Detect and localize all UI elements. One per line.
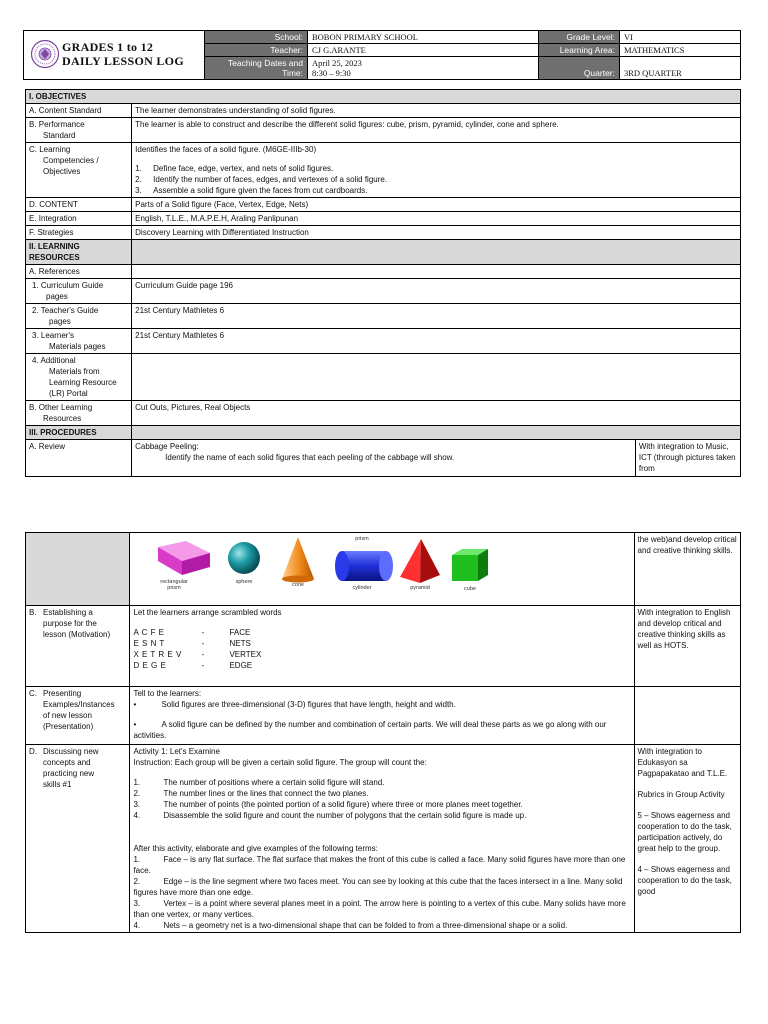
- review-title: Cabbage Peeling:: [135, 442, 199, 451]
- scrambled-row: [133, 638, 630, 649]
- review-note-continued: the web)and develop critical and creative thinking skills.: [634, 533, 741, 606]
- activity-title: Activity 1: Let's Examine: [133, 747, 220, 756]
- review-label: A. Review: [26, 440, 132, 477]
- activity-instruction: Instruction: Each group will be given a certain solid figure. The group will count the:: [133, 758, 427, 767]
- integration-text: English, T.L.E., M.A.P.E.H, Araling Panlipunan: [132, 212, 741, 226]
- scrambled-row: [133, 627, 630, 638]
- learners-materials-label: [26, 329, 132, 354]
- learners-materials-text: 21st Century Mathletes 6: [132, 329, 741, 354]
- content-text: Parts of a Solid figure (Face, Vertex, Edge, Nets): [132, 198, 741, 212]
- other-resources-text: Cut Outs, Pictures, Real Objects: [132, 401, 741, 426]
- activity-item-text: The number lines or the lines that connect the two planes.: [163, 789, 369, 798]
- scrambled-dash: -: [201, 650, 205, 659]
- school-value: BOBON PRIMARY SCHOOL: [308, 31, 539, 44]
- shape-label-sphere: sphere: [236, 579, 253, 585]
- curriculum-guide-label-1: 1. Curriculum Guide: [32, 281, 104, 290]
- lesson-table-page2: [25, 532, 741, 933]
- area-label: Learning Area:: [539, 44, 620, 57]
- learning-resources-heading-1: II. LEARNING: [29, 242, 80, 251]
- cube-icon: [452, 549, 488, 581]
- scrambled-answer: EDGE: [229, 661, 253, 670]
- curriculum-guide-text: Curriculum Guide page 196: [132, 279, 741, 304]
- rectangular-prism-icon: [158, 541, 210, 575]
- discussion-note: [634, 745, 741, 933]
- header-title-line1: GRADES 1 to 12: [62, 40, 154, 54]
- additional-materials-label-1: 4. Additional: [32, 356, 76, 365]
- learning-resources-empty: [132, 240, 741, 265]
- motivation-instruction: Let the learners arrange scrambled words: [133, 608, 282, 617]
- date-value: April 25, 2023: [312, 58, 362, 68]
- scrambled-word: X E T R E V: [133, 650, 182, 659]
- presentation-label-3: of new lesson: [43, 711, 92, 720]
- presentation-bullet-text: A solid figure can be defined by the number and combination of certain parts. We will deal these parts as we go along with our activities.: [133, 720, 607, 740]
- presentation-text: [130, 687, 634, 745]
- activity-item-text: The number of positions where a certain solid figure will stand.: [163, 778, 385, 787]
- discussion-text: [130, 745, 634, 933]
- presentation-intro: Tell to the learners:: [133, 689, 202, 698]
- learning-resources-heading: [26, 240, 132, 265]
- performance-standard-label: [26, 118, 132, 143]
- curriculum-guide-label: [26, 279, 132, 304]
- quarter-label: Quarter:: [539, 57, 620, 80]
- content-standard-text: The learner demonstrates understanding of solid figures.: [132, 104, 741, 118]
- solid-figures-illustration: [130, 533, 626, 605]
- shape-label-cylinder: cylinder: [352, 585, 372, 591]
- grade-label: Grade Level:: [539, 31, 620, 44]
- additional-materials-label-3: Learning Resource: [49, 378, 117, 387]
- content-standard-label: A. Content Standard: [26, 104, 132, 118]
- competency-item-text: Assemble a solid figure given the faces from cut cardboards.: [153, 186, 368, 195]
- motivation-letter: B.: [29, 608, 37, 617]
- lesson-table-page1: [25, 89, 741, 477]
- dates-value: [308, 57, 539, 80]
- term-item: 1. Face – is any flat surface. The flat surface that makes the front of this cube is called a face. Many solid figures have more than one face.: [133, 855, 626, 875]
- references-empty: [132, 265, 741, 279]
- grade-value: VI: [620, 31, 741, 44]
- teachers-guide-text: 21st Century Mathletes 6: [132, 304, 741, 329]
- references-label: A. References: [26, 265, 132, 279]
- additional-materials-label: [26, 354, 132, 401]
- quarter-value: 3RD QUARTER: [620, 57, 741, 80]
- review-continued-label: [26, 533, 130, 606]
- scrambled-word: D E G E: [133, 661, 167, 670]
- dates-label-1: Teaching Dates and: [227, 58, 303, 68]
- sphere-icon: [228, 542, 260, 574]
- term-text: Edge – is the line segment where two faces meet. You can see by looking at this cube that the faces intersect in a line. Many solid figures have more than one edge.: [133, 877, 623, 897]
- review-note: With integration to Music, ICT (through pictures taken from: [635, 440, 740, 477]
- competencies-label-3: Objectives: [43, 167, 81, 176]
- activity-item-text: The number of points (the pointed portion of a solid figure) where three or more planes meet together.: [163, 800, 523, 809]
- other-resources-label: [26, 401, 132, 426]
- presentation-label-1: Presenting: [43, 689, 82, 698]
- motivation-text: [130, 606, 634, 687]
- area-value: MATHEMATICS: [620, 44, 741, 57]
- review-text: [132, 440, 636, 477]
- competencies-label: [26, 143, 132, 198]
- activity-item: 1. The number of positions where a certain solid figure will stand.: [133, 778, 385, 787]
- discussion-label-2: concepts and: [43, 758, 91, 767]
- competency-item: 3. Assemble a solid figure given the faces from cut cardboards.: [135, 186, 368, 195]
- activity-item: 3. The number of points (the pointed portion of a solid figure) where three or more planes meet together.: [133, 800, 523, 809]
- competencies-label-2: Competencies /: [43, 156, 99, 165]
- discussion-letter: D.: [29, 747, 37, 756]
- other-resources-label-1: B. Other Learning: [29, 403, 93, 412]
- teachers-guide-label-1: 2. Teacher's Guide: [32, 306, 99, 315]
- cylinder-icon: [335, 551, 393, 581]
- learners-materials-label-1: 3. Learner's: [32, 331, 74, 340]
- strategies-text: Discovery Learning with Differentiated Instruction: [132, 226, 741, 240]
- strategies-label: F. Strategies: [26, 226, 132, 240]
- additional-materials-label-2: Materials from: [49, 367, 100, 376]
- motivation-label-2: purpose for the: [43, 619, 97, 628]
- scrambled-answer: FACE: [229, 628, 251, 637]
- term-item: 2. Edge – is the line segment where two faces meet. You can see by looking at this cube that the faces intersect in a line. Many solid figures have more than one edge.: [133, 877, 623, 897]
- scrambled-answer: NETS: [229, 639, 251, 648]
- discussion-note-3: 5 – Shows eagerness and cooperation to do the task, participation actively, do great help to the group.: [637, 811, 732, 853]
- motivation-label: [26, 606, 130, 687]
- solid-figures-images: [130, 533, 634, 606]
- additional-materials-label-4: (LR) Portal: [49, 389, 88, 398]
- term-item: 4. Nets – a geometry net is a two-dimensional shape that can be folded to from a three-dimensional shape or a solid.: [133, 921, 568, 930]
- discussion-label-1: Discussing new: [43, 747, 99, 756]
- discussion-label-3: practicing new: [43, 769, 95, 778]
- school-label: School:: [205, 31, 308, 44]
- scrambled-dash: -: [201, 628, 205, 637]
- dates-label: [205, 57, 308, 80]
- activity-after: After this activity, elaborate and give examples of the following terms:: [133, 844, 378, 853]
- competency-item: 2. Identify the number of faces, edges, and vertexes of a solid figure.: [135, 175, 388, 184]
- presentation-note-empty: [634, 687, 741, 745]
- competencies-label-1: C. Learning: [29, 145, 71, 154]
- time-value: 8:30 – 9:30: [312, 68, 351, 78]
- competency-item-text: Identify the number of faces, edges, and vertexes of a solid figure.: [153, 175, 388, 184]
- performance-label-1: B. Performance: [29, 120, 85, 129]
- deped-seal-icon: [30, 39, 60, 69]
- dates-label-2: Time:: [282, 68, 303, 78]
- cone-icon: [282, 537, 314, 583]
- activity-item: 2. The number lines or the lines that connect the two planes.: [133, 789, 369, 798]
- term-text: Nets – a geometry net is a two-dimensional shape that can be folded to from a three-dimensional shape or a solid.: [163, 921, 568, 930]
- presentation-bullet: • Solid figures are three-dimensional (3-D) figures that have length, height and width.: [133, 700, 456, 709]
- shape-label-pyramid: pyramid: [410, 585, 431, 591]
- teachers-guide-label-2: pages: [49, 317, 71, 326]
- scrambled-row: [133, 660, 630, 671]
- motivation-note: With integration to English and develop critical and creative thinking skills as well as HOTS.: [634, 606, 741, 687]
- shape-label-cone: cone: [292, 582, 305, 588]
- learners-materials-label-2: Materials pages: [49, 342, 106, 351]
- motivation-label-lines: [29, 607, 126, 618]
- presentation-letter: C.: [29, 689, 37, 698]
- motivation-label-3: lesson (Motivation): [43, 630, 111, 639]
- presentation-bullet-text: Solid figures are three-dimensional (3-D) figures that have length, height and width.: [161, 700, 456, 709]
- integration-label: E. Integration: [26, 212, 132, 226]
- procedures-heading: III. PROCEDURES: [26, 426, 132, 440]
- motivation-label-1: Establishing a: [43, 608, 93, 617]
- content-label: D. CONTENT: [26, 198, 132, 212]
- pyramid-icon: [400, 539, 440, 583]
- performance-label-2: Standard: [43, 131, 76, 140]
- discussion-note-2: Rubrics in Group Activity: [637, 790, 725, 799]
- teachers-guide-label: [26, 304, 132, 329]
- performance-standard-text: The learner is able to construct and describe the different solid figures: cube, prism, pyramid, cylinder, cone and sphere.: [132, 118, 741, 143]
- learning-resources-heading-2: RESOURCES: [29, 253, 80, 262]
- activity-item-text: Disassemble the solid figure and count the number of polygons that the certain solid figure is made up.: [163, 811, 527, 820]
- presentation-label-lines: [29, 688, 126, 699]
- term-text: Face – is any flat surface. The flat surface that makes the front of this cube is called a face. Many solid figures have more than one face.: [133, 855, 626, 875]
- discussion-label-lines: [29, 746, 126, 757]
- teacher-value: CJ G.ARANTE: [308, 44, 539, 57]
- presentation-bullet: • A solid figure can be defined by the number and combination of certain parts. We will deal these parts as we go along with our activities.: [133, 720, 607, 740]
- lesson-log-header: [23, 30, 741, 77]
- competency-item: 1. Define face, edge, vertex, and nets of solid figures.: [135, 164, 334, 173]
- objectives-heading: I. OBJECTIVES: [26, 90, 741, 104]
- scrambled-word: E S N T: [133, 639, 165, 648]
- competencies-text: [132, 143, 741, 198]
- presentation-label: [26, 687, 130, 745]
- additional-materials-empty: [132, 354, 741, 401]
- teacher-label: Teacher:: [205, 44, 308, 57]
- presentation-label-2: Examples/Instances: [43, 700, 115, 709]
- discussion-note-4: 4 – Shows eagerness and cooperation to do the task, good: [637, 865, 732, 896]
- other-resources-label-2: Resources: [43, 414, 82, 423]
- review-instruction: Identify the name of each solid figures that each peeling of the cabbage will show.: [165, 453, 455, 462]
- competency-item-text: Define face, edge, vertex, and nets of solid figures.: [153, 164, 334, 173]
- competency-main: Identifies the faces of a solid figure. (M6GE-IIIb-30): [135, 145, 317, 154]
- activity-item: 4. Disassemble the solid figure and count the number of polygons that the certain solid figure is made up.: [133, 811, 527, 820]
- scrambled-word: A C F E: [133, 628, 165, 637]
- term-item: 3. Vertex – is a point where several planes meet in a point. The arrow here is pointing to a vertex of this cube. Many solids have more than one vertex, or many vertices.: [133, 899, 626, 919]
- procedures-empty: [132, 426, 741, 440]
- scrambled-dash: -: [201, 661, 205, 670]
- scrambled-dash: -: [201, 639, 205, 648]
- shape-label-prism: prism: [355, 536, 370, 542]
- discussion-label-4: skills #1: [43, 780, 72, 789]
- curriculum-guide-label-2: pages: [46, 292, 68, 301]
- shape-label-cube: cube: [464, 586, 477, 592]
- scrambled-row: [133, 649, 630, 660]
- header-title-line2: DAILY LESSON LOG: [62, 54, 184, 68]
- discussion-label: [26, 745, 130, 933]
- term-text: Vertex – is a point where several planes meet in a point. The arrow here is pointing to a vertex of this cube. Many solids have more than one vertex, or many vertices.: [133, 899, 626, 919]
- shape-label-rectangular-prism: rectangular prism: [160, 579, 189, 591]
- discussion-note-1: With integration to Edukasyon sa Pagpapakatao and T.L.E.: [637, 747, 728, 778]
- scrambled-answer: VERTEX: [229, 650, 262, 659]
- header-logo-cell: [24, 31, 205, 80]
- presentation-label-4: (Presentation): [43, 722, 94, 731]
